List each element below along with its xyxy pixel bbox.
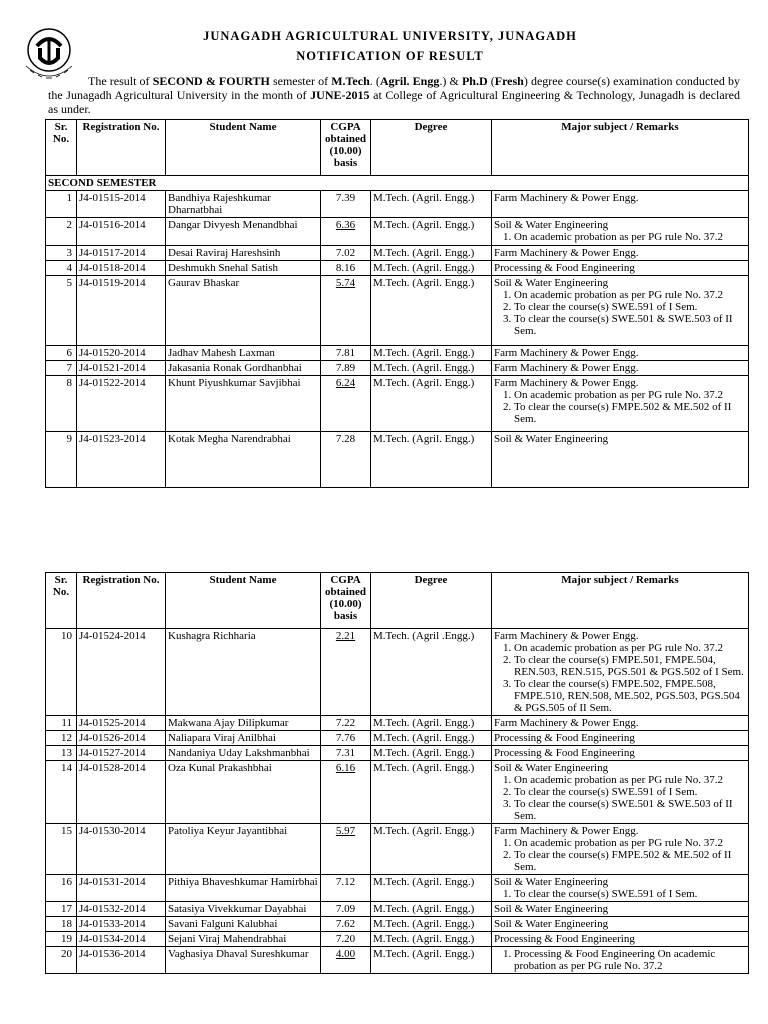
cell-degree: M.Tech. (Agril. Engg.)	[371, 761, 492, 824]
cell-degree: M.Tech. (Agril. Engg.)	[371, 947, 492, 974]
col-sr: Sr. No.	[46, 573, 77, 629]
cell-sr: 4	[46, 261, 77, 276]
cell-remarks	[492, 731, 749, 746]
remark-item: 1. On academic probation as per PG rule No. 37.2	[514, 837, 746, 849]
cell-sr: 12	[46, 731, 77, 746]
major-subject: Farm Machinery & Power Engg.	[494, 825, 639, 837]
cell-sr: 2	[46, 218, 77, 246]
cell-student-name: Sejani Viraj Mahendrabhai	[166, 932, 321, 947]
cell-student-name: Kushagra Richharia	[166, 629, 321, 716]
cell-degree: M.Tech. (Agril. Engg.)	[371, 346, 492, 361]
cell-sr: 14	[46, 761, 77, 824]
col-cgpa: CGPA obtained (10.00) basis	[321, 573, 371, 629]
cell-remarks	[492, 629, 749, 716]
major-subject: Farm Machinery & Power Engg.	[494, 630, 639, 642]
cell-remarks	[492, 875, 749, 902]
remark-item: 2. To clear the course(s) FMPE.502 & ME.502 of II Sem.	[514, 401, 746, 425]
cell-degree: M.Tech. (Agril. Engg.)	[371, 432, 492, 488]
table-row	[46, 376, 749, 432]
cell-registration: J4-01533-2014	[77, 917, 166, 932]
remark-item: 2. To clear the course(s) FMPE.501, FMPE.504, REN.503, REN.515, PGS.501 & PGS.502 of I Sem.	[514, 654, 746, 678]
cell-sr: 8	[46, 376, 77, 432]
major-subject: Farm Machinery & Power Engg.	[494, 247, 639, 259]
cell-cgpa	[321, 276, 371, 346]
cgpa-value: 7.89	[335, 362, 356, 374]
cgpa-value: 5.97	[335, 825, 356, 837]
table-row	[46, 947, 749, 974]
cell-student-name: Makwana Ajay Dilipkumar	[166, 716, 321, 731]
table-row	[46, 932, 749, 947]
cell-student-name: Desai Raviraj Hareshsinh	[166, 246, 321, 261]
major-subject: Farm Machinery & Power Engg.	[494, 377, 639, 389]
cgpa-value: 7.22	[335, 717, 356, 729]
cell-student-name: Pithiya Bhaveshkumar Hamirbhai	[166, 875, 321, 902]
cell-remarks	[492, 218, 749, 246]
cell-sr: 15	[46, 824, 77, 875]
table-row	[46, 746, 749, 761]
result-table-2	[45, 572, 749, 974]
major-subject: Processing & Food Engineering	[494, 732, 635, 744]
table-row	[46, 346, 749, 361]
table-row	[46, 246, 749, 261]
col-student-name: Student Name	[166, 120, 321, 176]
remark-item: 1. On academic probation as per PG rule No. 37.2	[514, 774, 746, 786]
cell-cgpa	[321, 629, 371, 716]
major-subject: Soil & Water Engineering	[494, 876, 609, 888]
cell-sr: 7	[46, 361, 77, 376]
table-row	[46, 716, 749, 731]
cgpa-value: 2.21	[335, 630, 356, 642]
remark-item: 1. On academic probation as per PG rule No. 37.2	[514, 231, 746, 243]
major-subject: Processing & Food Engineering	[494, 933, 635, 945]
remarks-list	[494, 837, 746, 873]
cell-registration: J4-01523-2014	[77, 432, 166, 488]
cell-remarks	[492, 761, 749, 824]
table-row	[46, 917, 749, 932]
cgpa-value: 7.02	[335, 247, 356, 259]
remark-item: 1. To clear the course(s) SWE.591 of I Sem.	[514, 888, 746, 900]
major-subject: Farm Machinery & Power Engg.	[494, 347, 639, 359]
result-table-1	[45, 119, 749, 488]
cell-cgpa	[321, 191, 371, 218]
cgpa-value: 7.39	[335, 192, 356, 204]
cell-cgpa	[321, 917, 371, 932]
cell-sr: 9	[46, 432, 77, 488]
remarks-list	[494, 642, 746, 714]
cgpa-value: 6.36	[335, 219, 356, 231]
cell-remarks	[492, 746, 749, 761]
cgpa-value: 7.12	[335, 876, 356, 888]
cell-student-name: Khunt Piyushkumar Savjibhai	[166, 376, 321, 432]
table-row	[46, 218, 749, 246]
section-row	[46, 176, 749, 191]
cell-remarks	[492, 261, 749, 276]
cgpa-value: 7.09	[335, 903, 356, 915]
cell-cgpa	[321, 761, 371, 824]
cell-sr: 6	[46, 346, 77, 361]
cgpa-value: 7.31	[335, 747, 356, 759]
cell-registration: J4-01528-2014	[77, 761, 166, 824]
remark-item: 2. To clear the course(s) SWE.591 of I Sem.	[514, 301, 746, 313]
cgpa-value: 6.16	[335, 762, 356, 774]
cell-sr: 20	[46, 947, 77, 974]
cell-cgpa	[321, 346, 371, 361]
cgpa-value: 7.81	[335, 347, 356, 359]
cell-degree: M.Tech. (Agril. Engg.)	[371, 824, 492, 875]
cell-degree: M.Tech. (Agril. Engg.)	[371, 276, 492, 346]
cell-registration: J4-01518-2014	[77, 261, 166, 276]
remark-item: 3. To clear the course(s) FMPE.502, FMPE.508, FMPE.510, REN.508, ME.502, PGS.503, PGS.504 & PGS.505 of II Sem.	[514, 678, 746, 714]
cell-registration: J4-01520-2014	[77, 346, 166, 361]
major-subject: Soil & Water Engineering	[494, 762, 609, 774]
cell-degree: M.Tech. (Agril. Engg.)	[371, 731, 492, 746]
cell-student-name: Jadhav Mahesh Laxman	[166, 346, 321, 361]
col-remarks: Major subject / Remarks	[492, 573, 749, 629]
cell-student-name: Jakasania Ronak Gordhanbhai	[166, 361, 321, 376]
remark-item: 3. To clear the course(s) SWE.501 & SWE.503 of II Sem.	[514, 798, 746, 822]
cell-registration: J4-01532-2014	[77, 902, 166, 917]
cell-remarks	[492, 361, 749, 376]
cell-student-name: Gaurav Bhaskar	[166, 276, 321, 346]
notification-title: NOTIFICATION OF RESULT	[296, 49, 484, 63]
col-sr: Sr. No.	[46, 120, 77, 176]
remarks-list	[494, 389, 746, 425]
major-subject: Farm Machinery & Power Engg.	[494, 362, 639, 374]
cell-cgpa	[321, 875, 371, 902]
cell-remarks	[492, 947, 749, 974]
cell-registration: J4-01515-2014	[77, 191, 166, 218]
remarks-list	[494, 231, 746, 243]
cell-student-name: Naliapara Viraj Anilbhai	[166, 731, 321, 746]
cell-degree: M.Tech. (Agril. Engg.)	[371, 246, 492, 261]
cell-remarks	[492, 902, 749, 917]
cgpa-value: 7.20	[335, 933, 356, 945]
major-subject: Soil & Water Engineering	[494, 918, 609, 930]
cell-sr: 11	[46, 716, 77, 731]
cell-student-name: Deshmukh Snehal Satish	[166, 261, 321, 276]
cell-cgpa	[321, 376, 371, 432]
major-subject: Soil & Water Engineering	[494, 219, 609, 231]
remark-item: 1. On academic probation as per PG rule No. 37.2	[514, 389, 746, 401]
cell-degree: M.Tech. (Agril. Engg.)	[371, 218, 492, 246]
cell-student-name: Kotak Megha Narendrabhai	[166, 432, 321, 488]
cell-cgpa	[321, 731, 371, 746]
remarks-list	[494, 289, 746, 337]
col-remarks: Major subject / Remarks	[492, 120, 749, 176]
cgpa-value: 5.74	[335, 277, 356, 289]
cell-cgpa	[321, 947, 371, 974]
cell-sr: 10	[46, 629, 77, 716]
cell-sr: 5	[46, 276, 77, 346]
cell-degree: M.Tech. (Agril .Engg.)	[371, 629, 492, 716]
university-title: JUNAGADH AGRICULTURAL UNIVERSITY, JUNAGADH	[203, 29, 577, 43]
table-header-row	[46, 573, 749, 629]
cell-cgpa	[321, 218, 371, 246]
cell-remarks	[492, 917, 749, 932]
intro-paragraph: The result of SECOND & FOURTH semester of M.Tech. (Agril. Engg.) & Ph.D (Fresh) degree course(s) examination conducted by the Junagadh Agricultural University in the month of JUNE-2015 at College of Agricultural Engineering & Technology, Junagadh is declared as under.	[48, 74, 741, 116]
cell-degree: M.Tech. (Agril. Engg.)	[371, 932, 492, 947]
col-degree: Degree	[371, 573, 492, 629]
cell-student-name: Vaghasiya Dhaval Sureshkumar	[166, 947, 321, 974]
table-row	[46, 432, 749, 488]
cell-student-name: Patoliya Keyur Jayantibhai	[166, 824, 321, 875]
cell-remarks	[492, 276, 749, 346]
table-row	[46, 875, 749, 902]
cell-degree: M.Tech. (Agril. Engg.)	[371, 716, 492, 731]
cell-registration: J4-01524-2014	[77, 629, 166, 716]
cell-cgpa	[321, 902, 371, 917]
cell-sr: 1	[46, 191, 77, 218]
remark-item: 1. On academic probation as per PG rule No. 37.2	[514, 642, 746, 654]
cell-registration: J4-01530-2014	[77, 824, 166, 875]
cell-cgpa	[321, 932, 371, 947]
cell-degree: M.Tech. (Agril. Engg.)	[371, 902, 492, 917]
cell-degree: M.Tech. (Agril. Engg.)	[371, 261, 492, 276]
cell-degree: M.Tech. (Agril. Engg.)	[371, 917, 492, 932]
cell-registration: J4-01519-2014	[77, 276, 166, 346]
cell-degree: M.Tech. (Agril. Engg.)	[371, 191, 492, 218]
col-student-name: Student Name	[166, 573, 321, 629]
cell-registration: J4-01525-2014	[77, 716, 166, 731]
cell-remarks	[492, 716, 749, 731]
cell-student-name: Oza Kunal Prakashbhai	[166, 761, 321, 824]
col-cgpa: CGPA obtained (10.00) basis	[321, 120, 371, 176]
cgpa-value: 6.24	[335, 377, 356, 389]
cgpa-value: 4.00	[335, 948, 356, 960]
cell-sr: 16	[46, 875, 77, 902]
cell-registration: J4-01526-2014	[77, 731, 166, 746]
cell-cgpa	[321, 716, 371, 731]
col-registration: Registration No.	[77, 573, 166, 629]
cgpa-value: 7.62	[335, 918, 356, 930]
cell-degree: M.Tech. (Agril. Engg.)	[371, 746, 492, 761]
cell-registration: J4-01531-2014	[77, 875, 166, 902]
remark-item: 3. To clear the course(s) SWE.501 & SWE.503 of II Sem.	[514, 313, 746, 337]
cell-cgpa	[321, 246, 371, 261]
cell-degree: M.Tech. (Agril. Engg.)	[371, 875, 492, 902]
cell-registration: J4-01517-2014	[77, 246, 166, 261]
cell-remarks	[492, 432, 749, 488]
cell-degree: M.Tech. (Agril. Engg.)	[371, 361, 492, 376]
table-row	[46, 191, 749, 218]
remark-item: 1. Processing & Food Engineering On academic probation as per PG rule No. 37.2	[514, 948, 746, 972]
cell-remarks	[492, 932, 749, 947]
cell-student-name: Nandaniya Uday Lakshmanbhai	[166, 746, 321, 761]
table-row	[46, 261, 749, 276]
table-row	[46, 361, 749, 376]
section-label: SECOND SEMESTER	[46, 176, 749, 191]
table-row	[46, 629, 749, 716]
cell-remarks	[492, 246, 749, 261]
major-subject: Soil & Water Engineering	[494, 277, 609, 289]
cell-remarks	[492, 346, 749, 361]
remark-item: 2. To clear the course(s) SWE.591 of I Sem.	[514, 786, 746, 798]
cell-remarks	[492, 191, 749, 218]
cell-cgpa	[321, 432, 371, 488]
cell-sr: 19	[46, 932, 77, 947]
cell-sr: 3	[46, 246, 77, 261]
table-row	[46, 824, 749, 875]
cgpa-value: 7.76	[335, 732, 356, 744]
cell-student-name: Satasiya Vivekkumar Dayabhai	[166, 902, 321, 917]
remark-item: 2. To clear the course(s) FMPE.502 & ME.502 of II Sem.	[514, 849, 746, 873]
major-subject: Processing & Food Engineering	[494, 747, 635, 759]
cell-registration: J4-01521-2014	[77, 361, 166, 376]
cgpa-value: 7.28	[335, 433, 356, 445]
table-row	[46, 731, 749, 746]
col-registration: Registration No.	[77, 120, 166, 176]
cell-remarks	[492, 376, 749, 432]
cell-cgpa	[321, 824, 371, 875]
major-subject: Processing & Food Engineering	[494, 262, 635, 274]
table-row	[46, 276, 749, 346]
col-degree: Degree	[371, 120, 492, 176]
cell-sr: 13	[46, 746, 77, 761]
table-header-row	[46, 120, 749, 176]
remarks-list	[494, 888, 746, 900]
major-subject: Farm Machinery & Power Engg.	[494, 717, 639, 729]
cell-sr: 18	[46, 917, 77, 932]
cell-cgpa	[321, 746, 371, 761]
cell-cgpa	[321, 261, 371, 276]
remarks-list	[494, 948, 746, 972]
cell-registration: J4-01536-2014	[77, 947, 166, 974]
cell-cgpa	[321, 361, 371, 376]
major-subject: Soil & Water Engineering	[494, 903, 609, 915]
table-row	[46, 761, 749, 824]
major-subject: Farm Machinery & Power Engg.	[494, 192, 639, 204]
cell-sr: 17	[46, 902, 77, 917]
major-subject: Soil & Water Engineering	[494, 433, 609, 445]
cell-student-name: Dangar Divyesh Menandbhai	[166, 218, 321, 246]
cell-registration: J4-01534-2014	[77, 932, 166, 947]
cell-student-name: Savani Falguni Kalubhai	[166, 917, 321, 932]
cell-degree: M.Tech. (Agril. Engg.)	[371, 376, 492, 432]
cell-registration: J4-01522-2014	[77, 376, 166, 432]
table-row	[46, 902, 749, 917]
cell-registration: J4-01527-2014	[77, 746, 166, 761]
cgpa-value: 8.16	[335, 262, 356, 274]
remarks-list	[494, 774, 746, 822]
cell-remarks	[492, 824, 749, 875]
remark-item: 1. On academic probation as per PG rule No. 37.2	[514, 289, 746, 301]
cell-student-name: Bandhiya Rajeshkumar Dharnatbhai	[166, 191, 321, 218]
cell-registration: J4-01516-2014	[77, 218, 166, 246]
